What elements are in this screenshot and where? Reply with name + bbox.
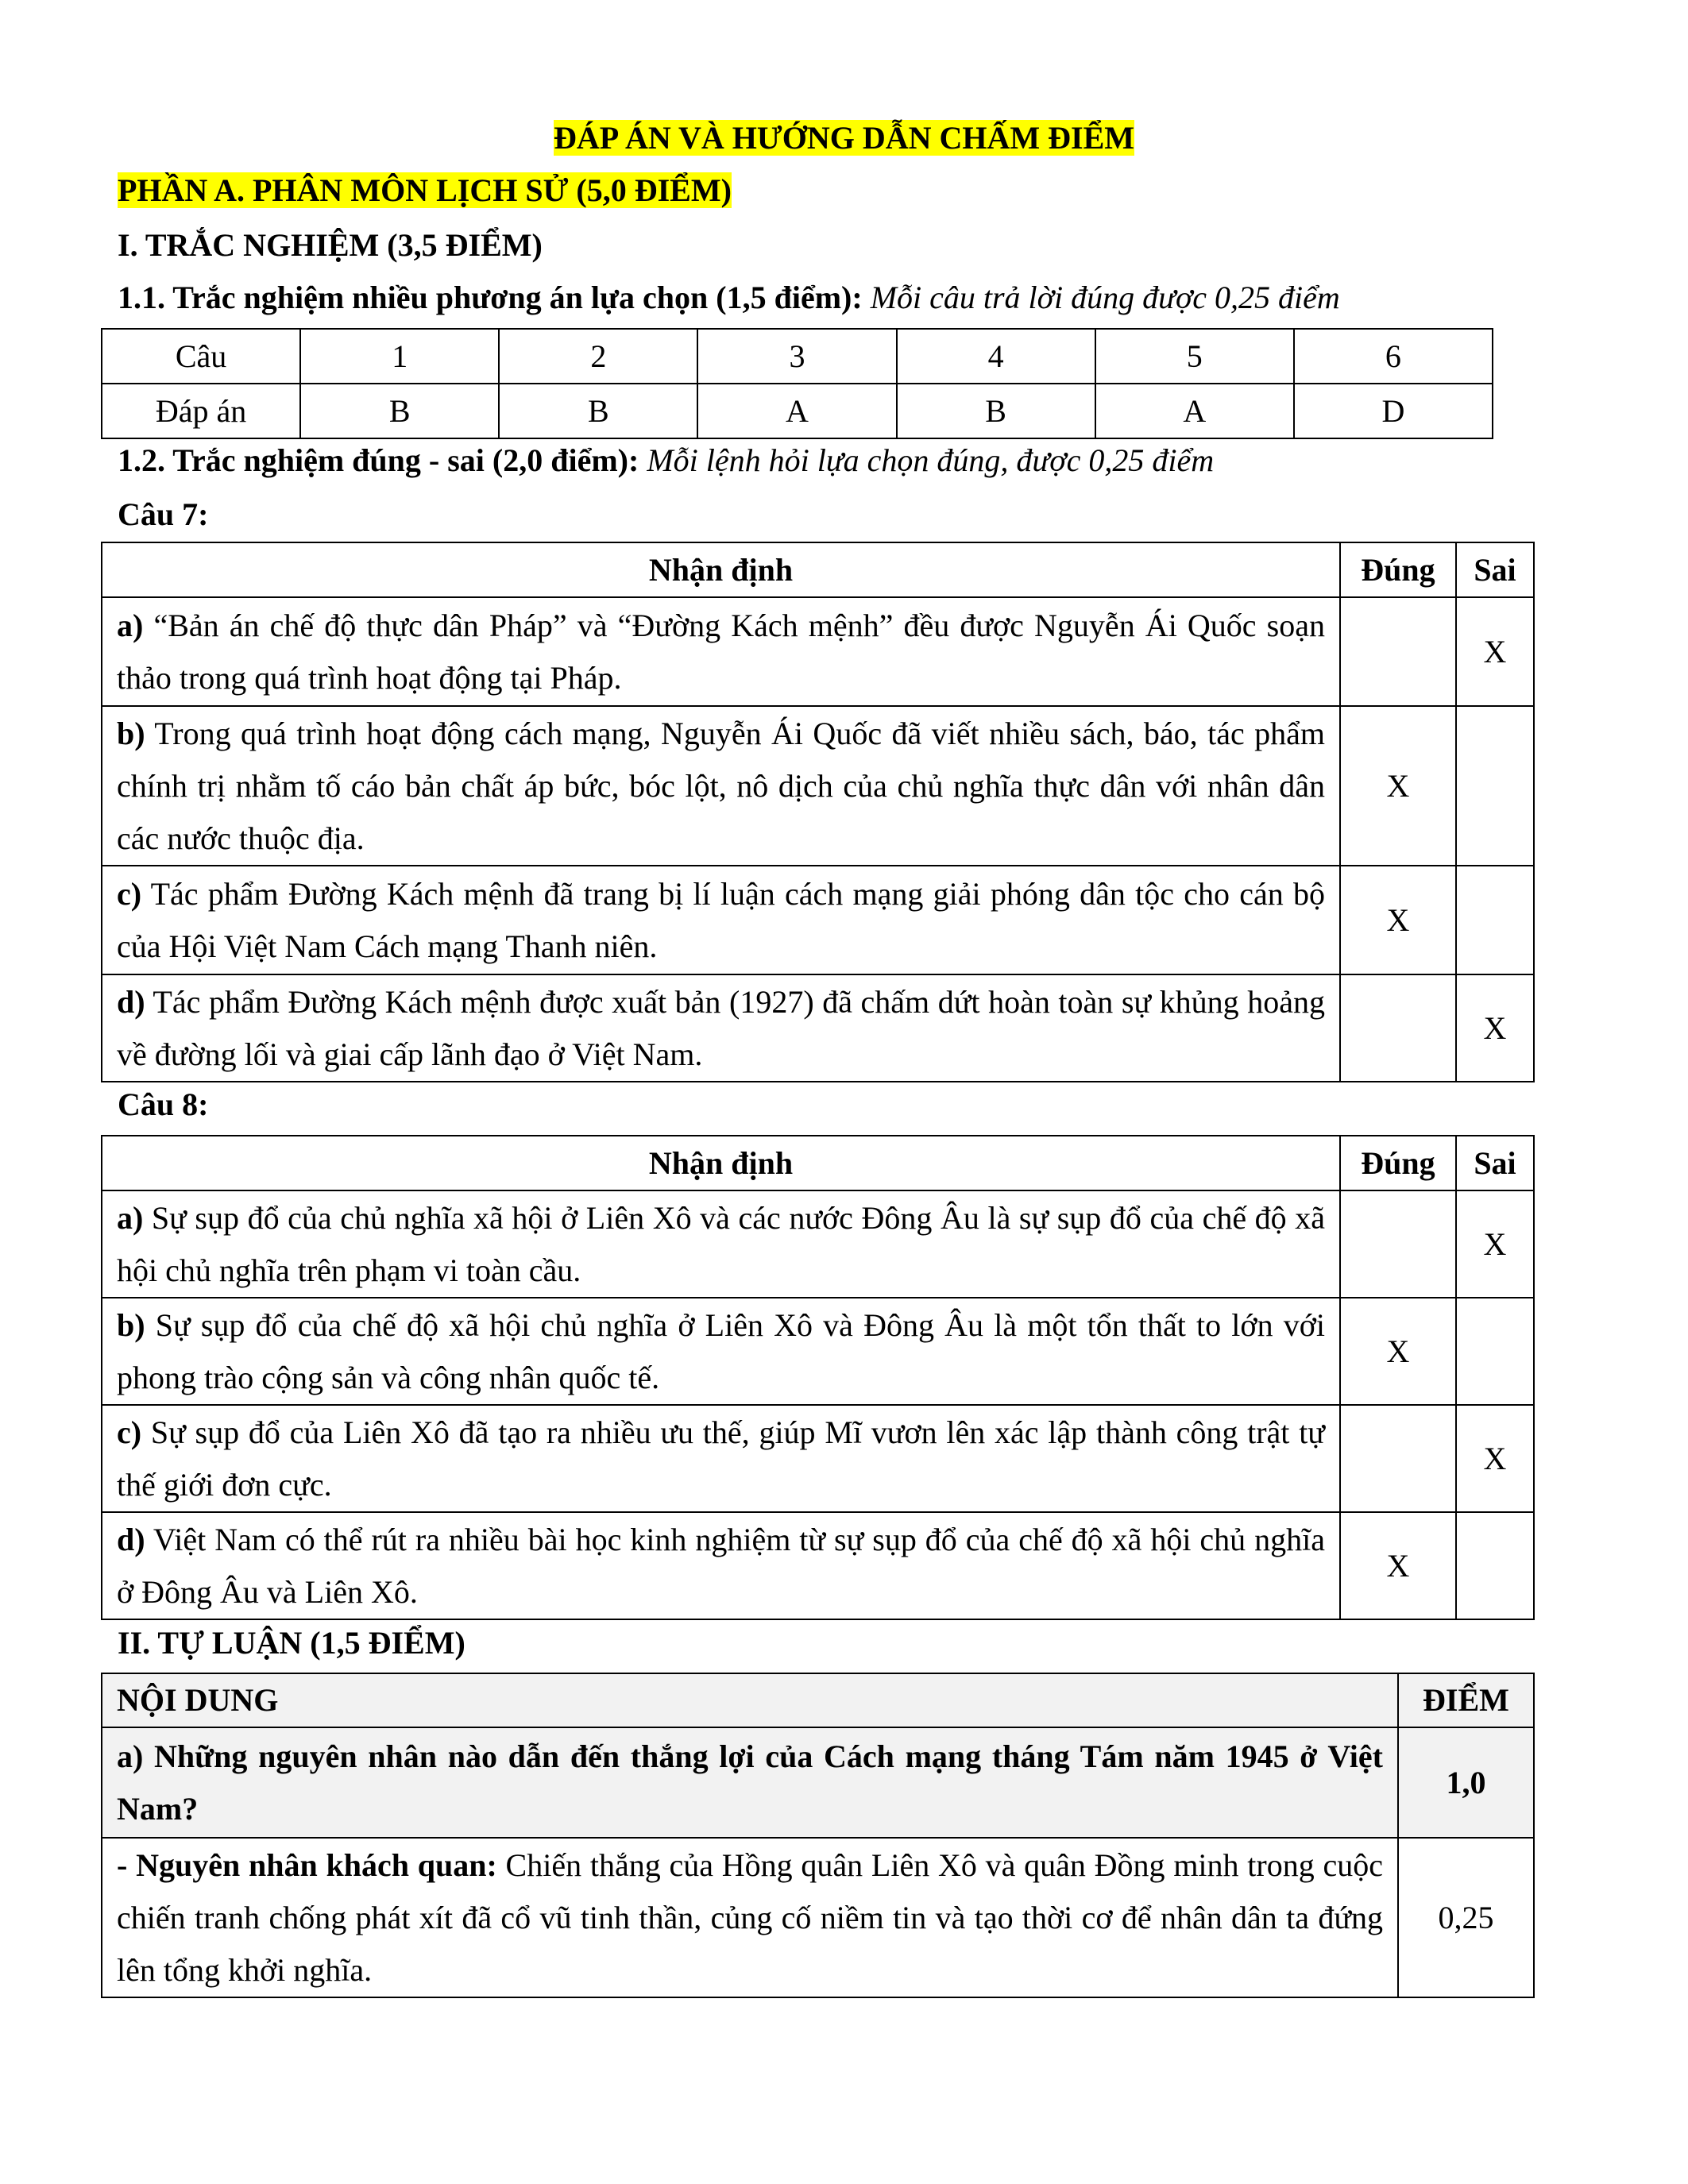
s11-note: Mỗi câu trả lời đúng được 0,25 điểm xyxy=(862,280,1340,315)
multiple-choice-table xyxy=(101,328,1493,439)
true-mark xyxy=(1340,974,1456,1082)
question-7-label: Câu 7: xyxy=(118,496,209,532)
row-label: Đáp án xyxy=(102,384,300,438)
row-label: Câu xyxy=(102,329,300,384)
statement-cell xyxy=(102,866,1340,974)
table-header-row xyxy=(102,1673,1534,1727)
statement-letter: b) xyxy=(117,1306,145,1343)
statement-letter: d) xyxy=(117,983,145,1020)
statement-cell xyxy=(102,597,1340,706)
statement-text: Tác phẩm Đường Kách mệnh được xuất bản (1927) đã chấm dứt hoàn toàn sự khủng hoảng về đường lối và giai cấp lãnh đạo ở Việt Nam. xyxy=(117,983,1325,1072)
s12-note: Mỗi lệnh hỏi lựa chọn đúng, được 0,25 điểm xyxy=(639,442,1215,478)
subsection-1-1-heading xyxy=(118,279,1340,317)
true-mark: X xyxy=(1340,1298,1456,1405)
s11-label: 1.1. Trắc nghiệm nhiều phương án lựa chọn (1,5 điểm): xyxy=(118,280,863,315)
question-number: 4 xyxy=(897,329,1095,384)
false-mark xyxy=(1456,866,1534,974)
statement-text: Sự sụp đổ của chủ nghĩa xã hội ở Liên Xô và các nước Đông Âu là sự sụp đổ của chế độ xã hội chủ nghĩa trên phạm vi toàn cầu. xyxy=(117,1199,1325,1288)
table-header-row xyxy=(102,1136,1534,1190)
statement-cell xyxy=(102,1298,1340,1405)
table-row xyxy=(102,866,1534,974)
header-false: Sai xyxy=(1456,1136,1534,1190)
answer-text: Chiến thắng của Hồng quân Liên Xô và quân Đồng minh trong cuộc chiến tranh chống phát xít đã cổ vũ tinh thần, củng cố niềm tin và tạo thời cơ để nhân dân ta đứng lên tổng khởi nghĩa. xyxy=(117,1846,1384,1988)
statement-cell xyxy=(102,1190,1340,1298)
question-8-label: Câu 8: xyxy=(118,1086,209,1122)
false-mark: X xyxy=(1456,974,1534,1082)
answer-cell: B xyxy=(499,384,697,438)
table-header-row xyxy=(102,542,1534,597)
header-statement: Nhận định xyxy=(102,1136,1340,1190)
false-mark: X xyxy=(1456,1190,1534,1298)
statement-text: Tác phẩm Đường Kách mệnh đã trang bị lí luận cách mạng giải phóng dân tộc cho cán bộ của Hội Việt Nam Cách mạng Thanh niên. xyxy=(117,875,1325,964)
question-number: 5 xyxy=(1095,329,1294,384)
table-row xyxy=(102,1727,1534,1838)
table-row xyxy=(102,1190,1534,1298)
statement-cell xyxy=(102,1512,1340,1619)
answer-cell: A xyxy=(697,384,896,438)
statement-letter: d) xyxy=(117,1521,145,1557)
statement-letter: a) xyxy=(117,607,144,643)
answer-cell: B xyxy=(300,384,499,438)
header-true: Đúng xyxy=(1340,542,1456,597)
table-row xyxy=(102,1838,1534,1997)
header-false: Sai xyxy=(1456,542,1534,597)
table-row xyxy=(102,706,1534,866)
statement-letter: c) xyxy=(117,1414,142,1450)
answer-cell xyxy=(102,1838,1398,1997)
section-2-heading: II. TỰ LUẬN (1,5 ĐIỂM) xyxy=(118,1625,465,1661)
answer-score: 0,25 xyxy=(1398,1838,1534,1997)
statement-letter: a) xyxy=(117,1199,144,1236)
table-row xyxy=(102,974,1534,1082)
false-mark: X xyxy=(1456,1405,1534,1512)
question-8-table xyxy=(101,1135,1535,1620)
statement-text: Trong quá trình hoạt động cách mạng, Nguyễn Ái Quốc đã viết nhiều sách, báo, tác phẩm chính trị nhằm tố cáo bản chất áp bức, bóc lột, nô dịch của chủ nghĩa thực dân với nhân dân các nước thuộc địa. xyxy=(117,715,1325,856)
answer-cell: A xyxy=(1095,384,1294,438)
header-score: ĐIỂM xyxy=(1398,1673,1534,1727)
statement-letter: c) xyxy=(117,875,142,912)
header-content: NỘI DUNG xyxy=(102,1673,1398,1727)
header-statement: Nhận định xyxy=(102,542,1340,597)
document-title xyxy=(0,119,1688,157)
statement-text: Sự sụp đổ của chế độ xã hội chủ nghĩa ở Liên Xô và Đông Âu là một tổn thất to lớn với phong trào cộng sản và công nhân quốc tế. xyxy=(117,1306,1325,1395)
question-number: 2 xyxy=(499,329,697,384)
statement-text: Việt Nam có thể rút ra nhiều bài học kinh nghiệm từ sự sụp đổ của chế độ xã hội chủ nghĩa ở Đông Âu và Liên Xô. xyxy=(117,1521,1325,1610)
table-row xyxy=(102,384,1493,438)
true-mark xyxy=(1340,1190,1456,1298)
statement-cell xyxy=(102,706,1340,866)
question-score: 1,0 xyxy=(1398,1727,1534,1838)
table-row xyxy=(102,1298,1534,1405)
statement-cell xyxy=(102,1405,1340,1512)
question-number: 6 xyxy=(1294,329,1493,384)
table-row xyxy=(102,1405,1534,1512)
table-row xyxy=(102,1512,1534,1619)
answer-cell: D xyxy=(1294,384,1493,438)
false-mark xyxy=(1456,1512,1534,1619)
true-mark xyxy=(1340,1405,1456,1512)
true-mark: X xyxy=(1340,1512,1456,1619)
answer-cell: B xyxy=(897,384,1095,438)
question-number: 1 xyxy=(300,329,499,384)
statement-text: “Bản án chế độ thực dân Pháp” và “Đường Kách mệnh” đều được Nguyễn Ái Quốc soạn thảo trong quá trình hoạt động tại Pháp. xyxy=(117,607,1325,696)
false-mark xyxy=(1456,706,1534,866)
part-a-text: PHẦN A. PHÂN MÔN LỊCH SỬ (5,0 ĐIỂM) xyxy=(118,172,732,208)
essay-table xyxy=(101,1673,1535,1998)
statement-text: Sự sụp đổ của Liên Xô đã tạo ra nhiều ưu thế, giúp Mĩ vươn lên xác lập thành công trật tự thế giới đơn cực. xyxy=(117,1414,1325,1503)
title-text: ĐÁP ÁN VÀ HƯỚNG DẪN CHẤM ĐIỂM xyxy=(553,120,1135,156)
false-mark: X xyxy=(1456,597,1534,706)
s12-label: 1.2. Trắc nghiệm đúng - sai (2,0 điểm): xyxy=(118,442,639,478)
subsection-1-2-heading xyxy=(118,442,1214,480)
question-7-table xyxy=(101,542,1535,1082)
false-mark xyxy=(1456,1298,1534,1405)
section-1-heading: I. TRẮC NGHIỆM (3,5 ĐIỂM) xyxy=(118,227,543,263)
statement-letter: b) xyxy=(117,715,145,751)
part-a-heading xyxy=(118,172,732,210)
question-number: 3 xyxy=(697,329,896,384)
statement-cell xyxy=(102,974,1340,1082)
answer-lead: - Nguyên nhân khách quan: xyxy=(117,1846,497,1883)
true-mark xyxy=(1340,597,1456,706)
true-mark: X xyxy=(1340,706,1456,866)
table-row xyxy=(102,329,1493,384)
true-mark: X xyxy=(1340,866,1456,974)
essay-question: a) Những nguyên nhân nào dẫn đến thắng lợi của Cách mạng tháng Tám năm 1945 ở Việt Nam? xyxy=(102,1727,1398,1838)
header-true: Đúng xyxy=(1340,1136,1456,1190)
table-row xyxy=(102,597,1534,706)
